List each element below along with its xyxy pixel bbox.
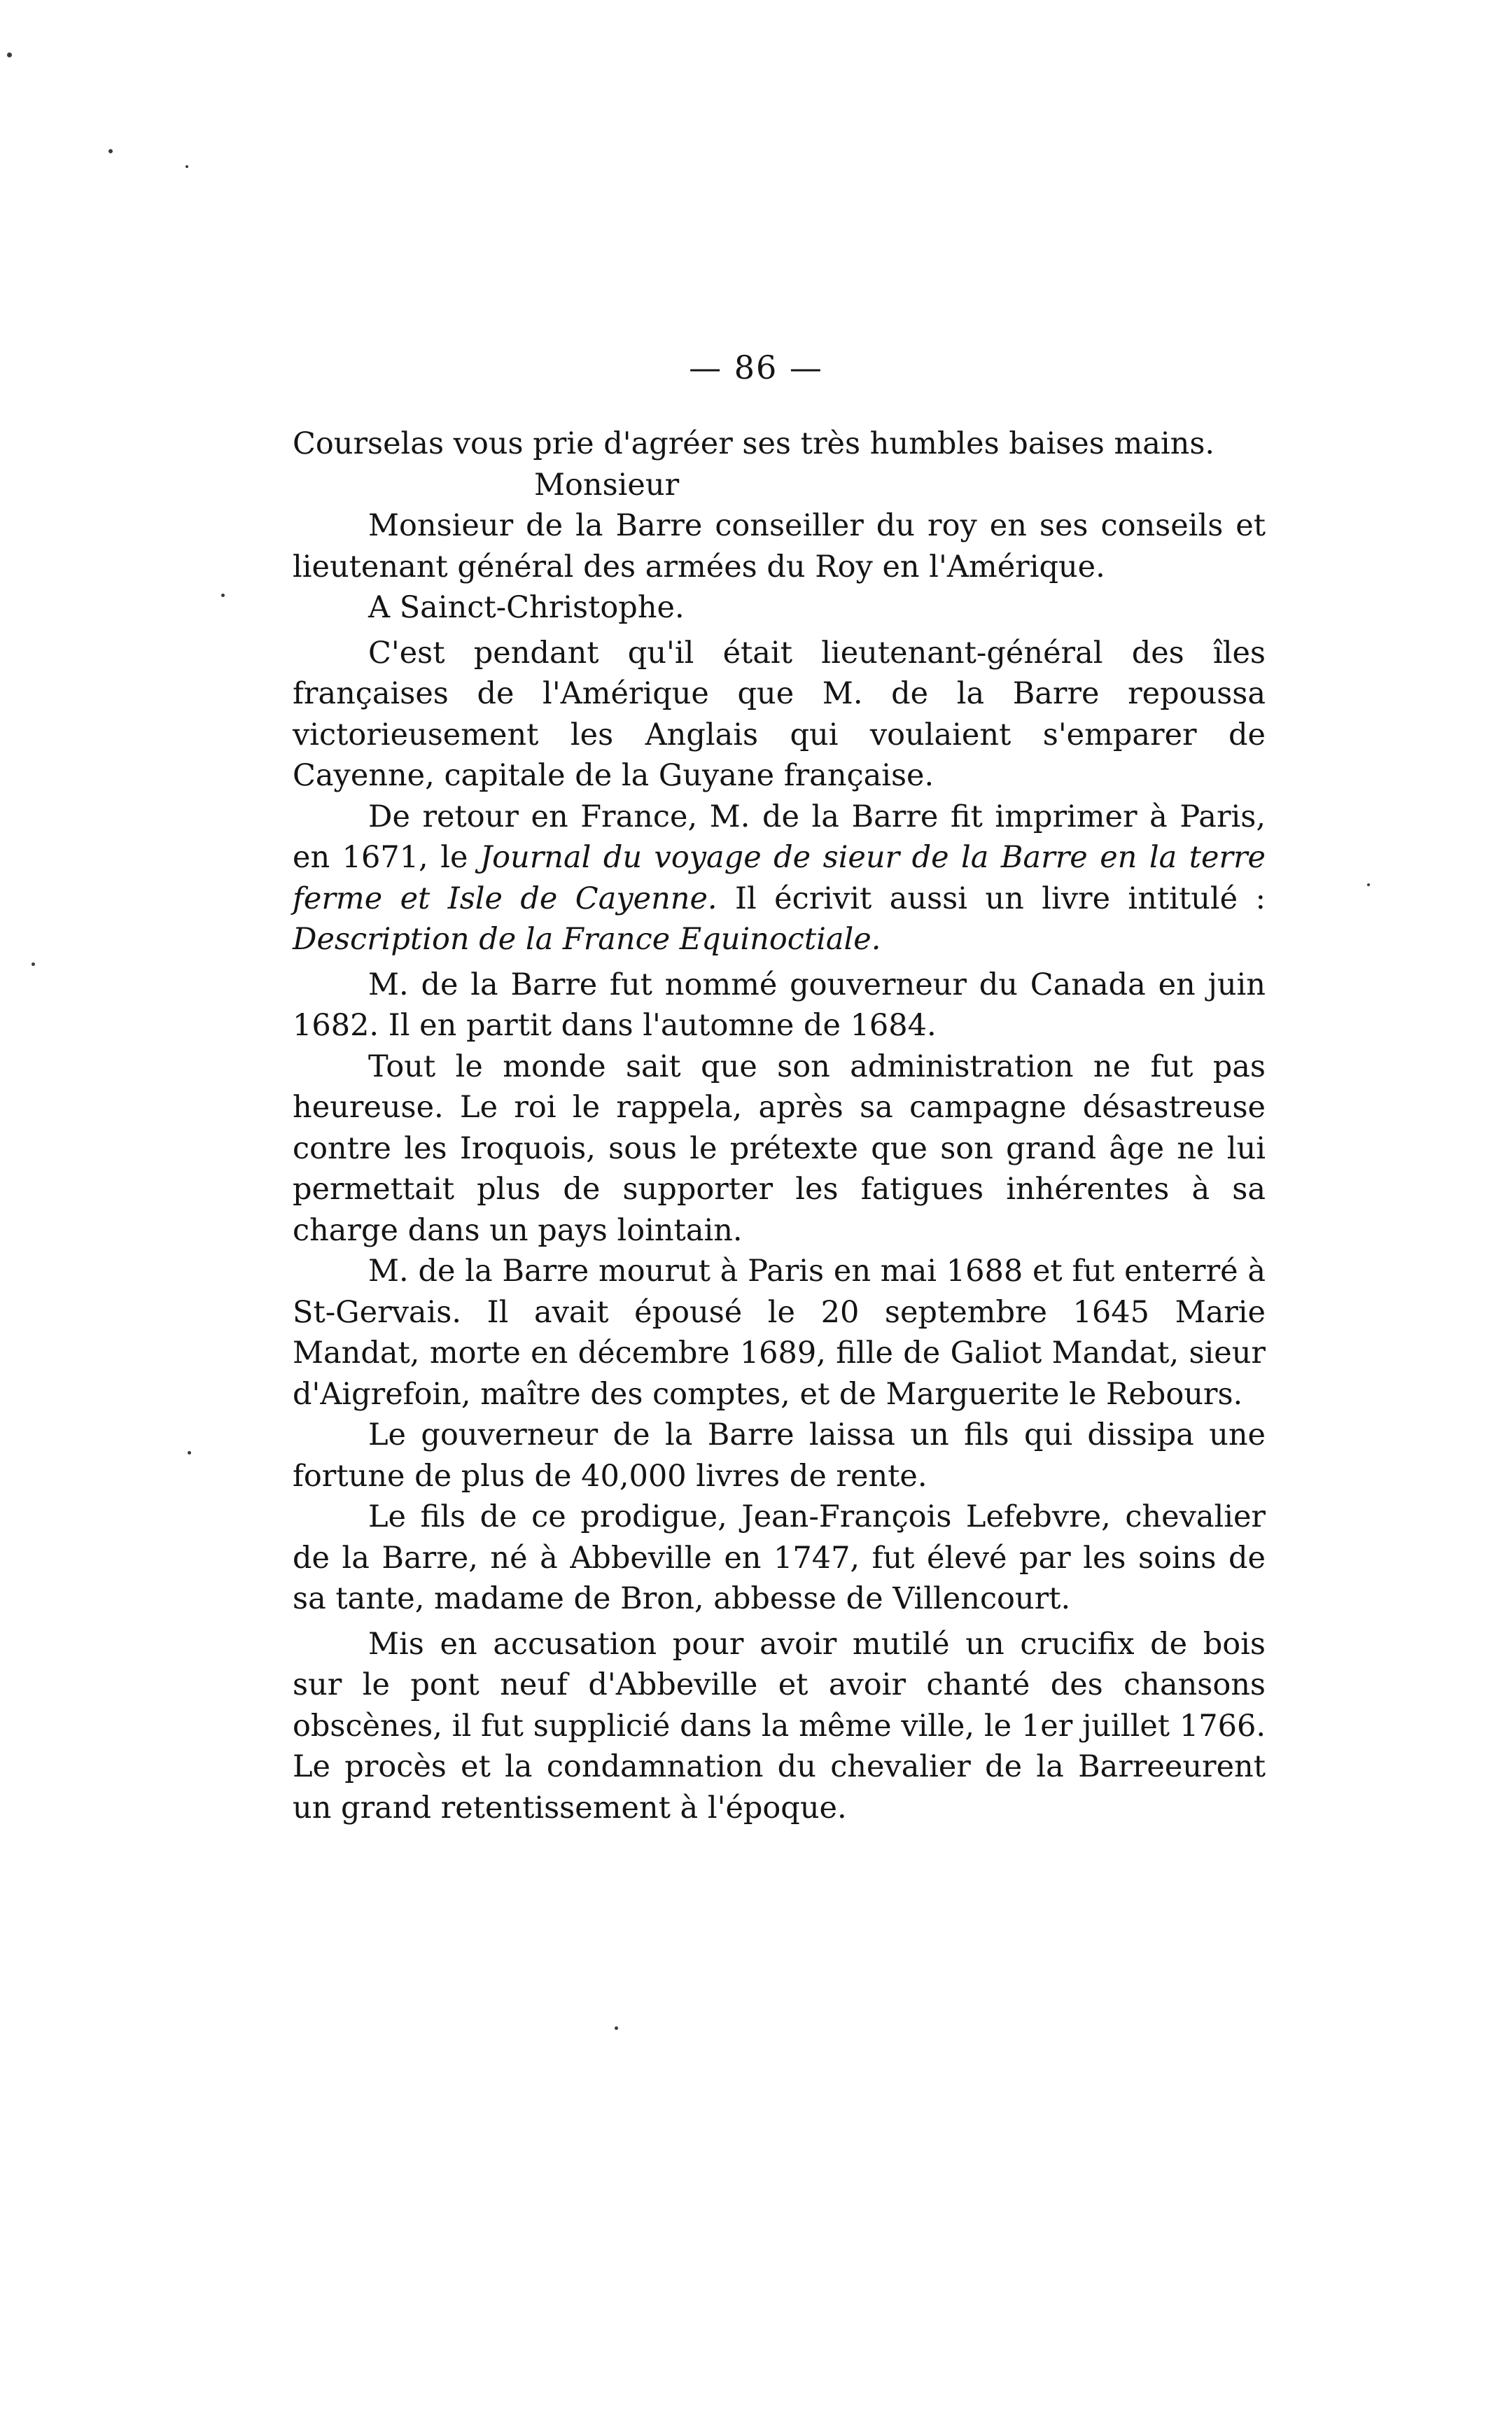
scan-speck xyxy=(31,962,35,966)
page-number: — 86 — xyxy=(689,349,823,386)
letter-address-salutation: Monsieur xyxy=(534,467,680,503)
paragraph: Le gouverneur de la Barre laissa un fils qui dissipa une fortune de plus de 40,000 livres de rente. xyxy=(293,1417,1266,1494)
letter-address-place: A Sainct-Christophe. xyxy=(368,590,685,625)
paragraph-text: Il écrivit aussi un livre intitulé : xyxy=(717,881,1266,916)
paragraph: Mis en accusation pour avoir mutilé un crucifix de bois sur le pont neuf d'Abbeville et avoir chanté des chansons obscènes, il fut supplicié dans la même ville, le 1er juillet 1766. Le procès et la condamnation du chevalier de la Barreeurent un grand retentissement à l'époque. xyxy=(293,1626,1266,1826)
paragraph: Tout le monde sait que son administration ne fut pas heureuse. Le roi le rappela, après sa campagne désastreuse contre les Iroquois, sous le prétexte que son grand âge ne lui permettait plus de supporter les fatigues inhérentes à sa charge dans un pays lointain. xyxy=(293,1049,1266,1248)
scan-speck xyxy=(1367,883,1370,886)
paragraph: Le fils de ce prodigue, Jean-François Lefebvre, chevalier de la Barre, né à Abbeville en 1747, fut élevé par les soins de sa tante, madame de Bron, abbesse de Villencourt. xyxy=(293,1499,1266,1616)
scan-speck xyxy=(221,594,225,597)
paragraph: C'est pendant qu'il était lieutenant-général des îles françaises de l'Amérique que M. de la Barre repoussa victorieusement les Anglais qui voulaient s'emparer de Cayenne, capitale de la Guyane française. xyxy=(293,635,1266,793)
paragraph: M. de la Barre mourut à Paris en mai 1688 et fut enterré à St-Gervais. Il avait épousé le 20 septembre 1645 Marie Mandat, morte en décembre 1689, fille de Galiot Mandat, sieur d'Aigrefoin, maître des comptes, et de Marguerite le Rebours. xyxy=(293,1254,1266,1412)
scan-speck xyxy=(615,2026,618,2030)
paragraph xyxy=(293,797,1266,960)
scan-speck xyxy=(7,52,12,57)
scan-speck xyxy=(186,165,188,168)
book-title: Journal du voyage de sieur de la Barre en la terre ferme et Isle de Cayenne. xyxy=(293,840,1266,916)
paragraph: Courselas vous prie d'agréer ses très humbles baises mains. xyxy=(293,426,1215,461)
book-title: Description de la France Equinoctiale. xyxy=(293,922,881,957)
scan-speck xyxy=(108,149,113,153)
paragraph: M. de la Barre fut nommé gouverneur du Canada en juin 1682. Il en partit dans l'automne de 1684. xyxy=(293,967,1266,1043)
paragraph-text: De retour en France, M. de la Barre fit imprimer à Paris, en 1671, le xyxy=(293,799,1266,875)
body-text xyxy=(293,423,1266,1828)
scan-speck xyxy=(188,1451,191,1455)
letter-address: Monsieur de la Barre conseiller du roy en ses conseils et lieutenant général des armées du Roy en l'Amérique. xyxy=(293,508,1266,584)
